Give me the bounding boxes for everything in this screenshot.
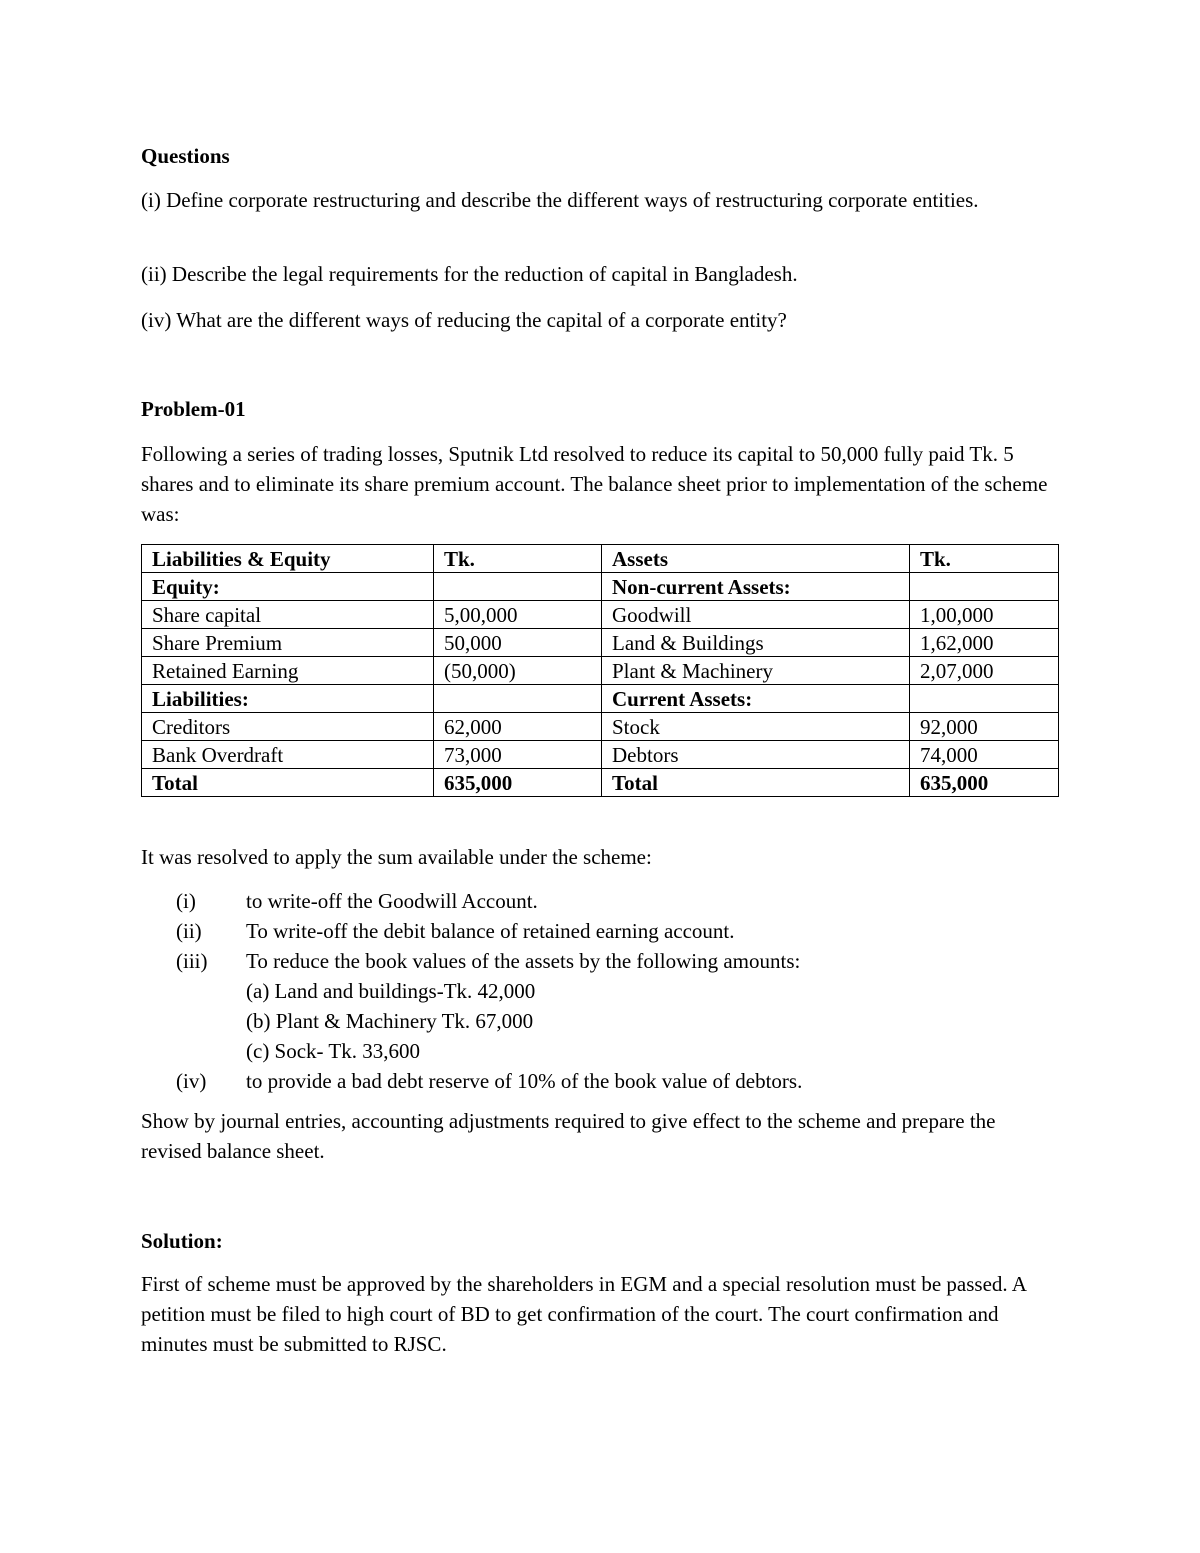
question-item: (iv) What are the different ways of reducing the capital of a corporate entity? bbox=[141, 308, 787, 332]
cell-total-value: 635,000 bbox=[434, 769, 602, 797]
cell-liability-value: 62,000 bbox=[434, 713, 602, 741]
solution-text: First of scheme must be approved by the shareholders in EGM and a special resolution must be passed. A petition must be filed to high court of BD to get confirmation of the court. The court confirmation and minutes must be submitted to RJSC. bbox=[141, 1272, 1026, 1356]
questions-heading: Questions bbox=[141, 144, 230, 168]
cell-liability: Creditors bbox=[142, 713, 434, 741]
cell-total-value: 635,000 bbox=[910, 769, 1059, 797]
cell-liability: Liabilities: bbox=[142, 685, 434, 713]
list-item bbox=[141, 916, 1061, 946]
list-item bbox=[141, 946, 1061, 976]
cell-asset: Goodwill bbox=[602, 601, 910, 629]
header-assets: Assets bbox=[602, 545, 910, 573]
table-row bbox=[142, 741, 1059, 769]
problem-intro: Following a series of trading losses, Sputnik Ltd resolved to reduce its capital to 50,000 fully paid Tk. 5 shares and to eliminate its share premium account. The balance sheet prior to implementation of the scheme was: bbox=[141, 442, 1048, 526]
solution-heading: Solution: bbox=[141, 1229, 223, 1253]
cell-asset-value: 92,000 bbox=[910, 713, 1059, 741]
table-header-row bbox=[142, 545, 1059, 573]
cell-asset: Current Assets: bbox=[602, 685, 910, 713]
list-number: (ii) bbox=[176, 919, 202, 943]
list-text: To write-off the debit balance of retained earning account. bbox=[246, 919, 735, 943]
list-text: to write-off the Goodwill Account. bbox=[246, 889, 538, 913]
cell-liability: Share Premium bbox=[142, 629, 434, 657]
table-row bbox=[142, 657, 1059, 685]
header-tk: Tk. bbox=[910, 545, 1059, 573]
cell-asset-value bbox=[910, 573, 1059, 601]
list-item bbox=[141, 1006, 1061, 1036]
table-row bbox=[142, 601, 1059, 629]
cell-liability-value bbox=[434, 573, 602, 601]
cell-asset: Plant & Machinery bbox=[602, 657, 910, 685]
problem-heading: Problem-01 bbox=[141, 397, 246, 421]
cell-liability-value: 5,00,000 bbox=[434, 601, 602, 629]
list-number: (iv) bbox=[176, 1069, 207, 1093]
list-number: (i) bbox=[176, 889, 196, 913]
cell-asset: Stock bbox=[602, 713, 910, 741]
header-tk: Tk. bbox=[434, 545, 602, 573]
cell-asset: Non-current Assets: bbox=[602, 573, 910, 601]
cell-asset: Land & Buildings bbox=[602, 629, 910, 657]
list-item bbox=[141, 976, 1061, 1006]
table-row bbox=[142, 573, 1059, 601]
table-row bbox=[142, 713, 1059, 741]
list-text: (c) Sock- Tk. 33,600 bbox=[246, 1039, 420, 1063]
header-liabilities: Liabilities & Equity bbox=[142, 545, 434, 573]
question-item: (ii) Describe the legal requirements for the reduction of capital in Bangladesh. bbox=[141, 262, 798, 286]
cell-asset-value: 2,07,000 bbox=[910, 657, 1059, 685]
question-item: (i) Define corporate restructuring and describe the different ways of restructuring corporate entities. bbox=[141, 188, 979, 212]
table-row bbox=[142, 685, 1059, 713]
list-number: (iii) bbox=[176, 949, 208, 973]
cell-liability-value: (50,000) bbox=[434, 657, 602, 685]
cell-liability-value bbox=[434, 685, 602, 713]
cell-asset-value: 1,00,000 bbox=[910, 601, 1059, 629]
cell-liability: Bank Overdraft bbox=[142, 741, 434, 769]
cell-total-label: Total bbox=[602, 769, 910, 797]
cell-liability: Share capital bbox=[142, 601, 434, 629]
balance-sheet-table bbox=[141, 544, 1059, 797]
list-item bbox=[141, 886, 1061, 916]
list-text: to provide a bad debt reserve of 10% of the book value of debtors. bbox=[246, 1069, 803, 1093]
scheme-instruction: Show by journal entries, accounting adjustments required to give effect to the scheme and prepare the revised balance sheet. bbox=[141, 1109, 996, 1163]
list-item bbox=[141, 1036, 1061, 1066]
list-text: To reduce the book values of the assets by the following amounts: bbox=[246, 949, 801, 973]
list-text: (a) Land and buildings-Tk. 42,000 bbox=[246, 979, 536, 1003]
cell-asset-value: 1,62,000 bbox=[910, 629, 1059, 657]
cell-liability-value: 50,000 bbox=[434, 629, 602, 657]
cell-asset-value: 74,000 bbox=[910, 741, 1059, 769]
cell-liability: Retained Earning bbox=[142, 657, 434, 685]
list-text: (b) Plant & Machinery Tk. 67,000 bbox=[246, 1009, 534, 1033]
cell-total-label: Total bbox=[142, 769, 434, 797]
cell-asset-value bbox=[910, 685, 1059, 713]
cell-liability-value: 73,000 bbox=[434, 741, 602, 769]
cell-asset: Debtors bbox=[602, 741, 910, 769]
list-item bbox=[141, 1066, 1061, 1096]
cell-liability: Equity: bbox=[142, 573, 434, 601]
table-row bbox=[142, 629, 1059, 657]
scheme-intro: It was resolved to apply the sum available under the scheme: bbox=[141, 845, 652, 869]
table-total-row bbox=[142, 769, 1059, 797]
scheme-list bbox=[141, 886, 1061, 1096]
